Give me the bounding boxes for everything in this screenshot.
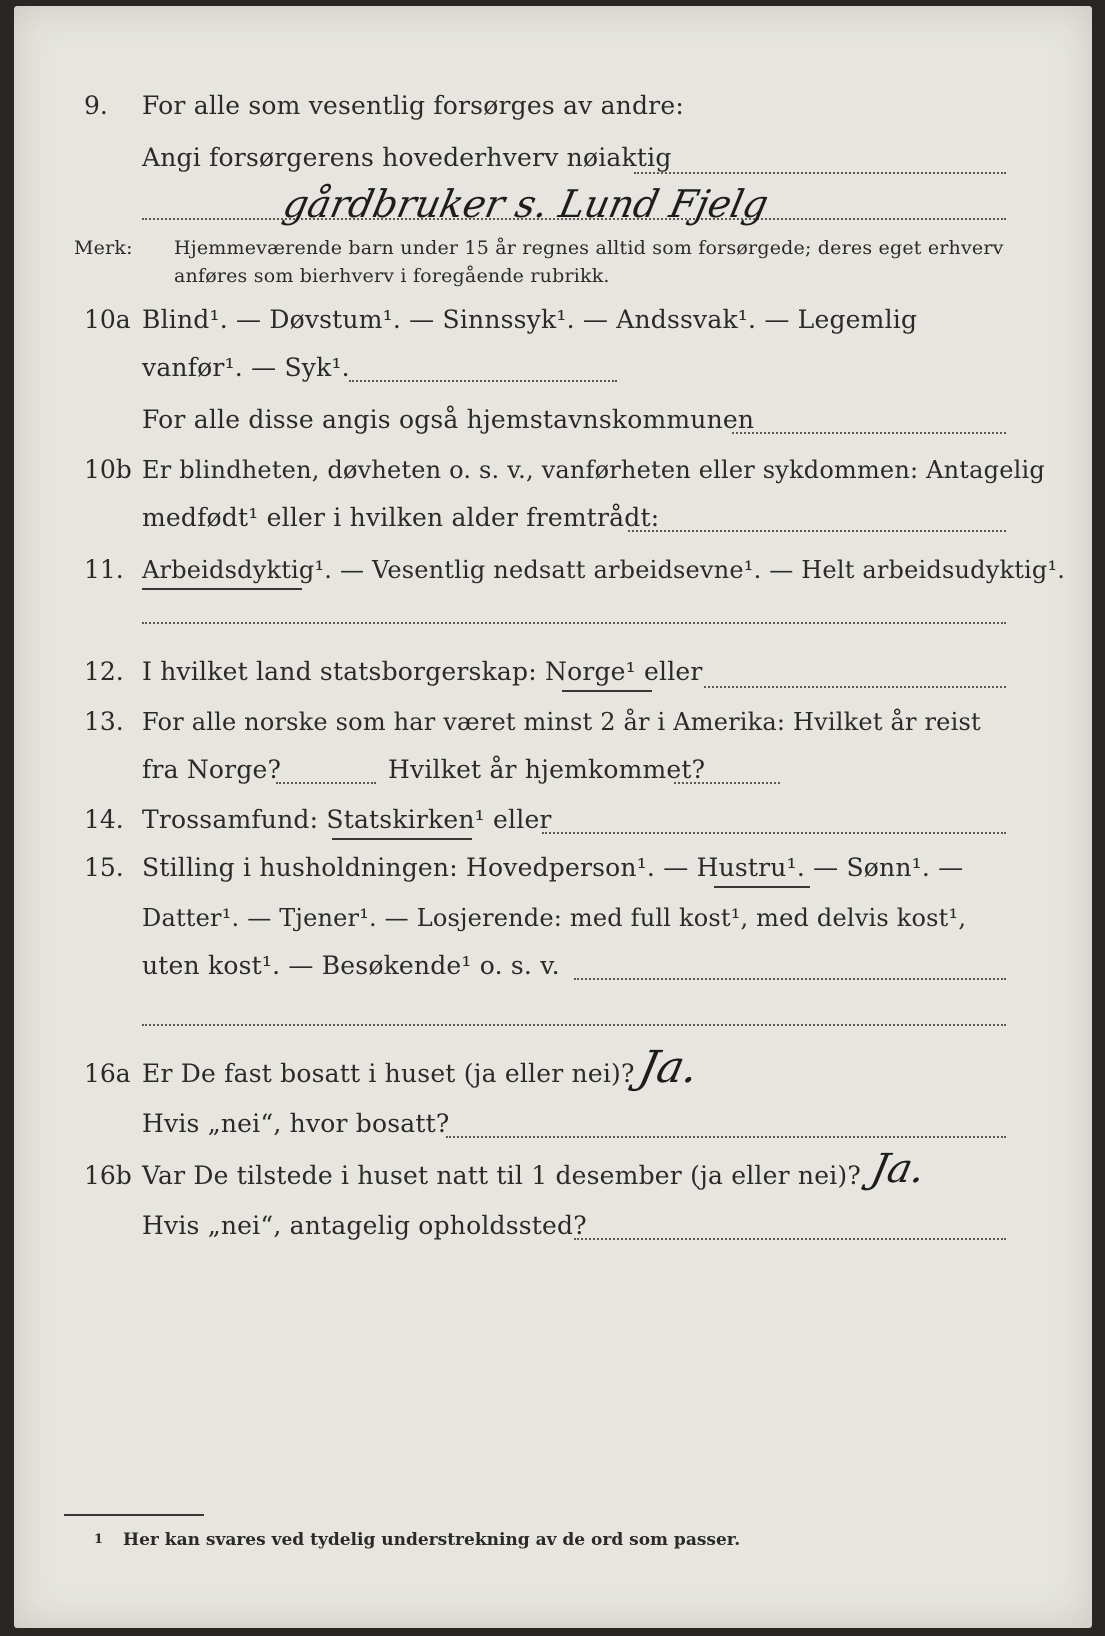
q13-line1: For alle norske som har været minst 2 år i Amerika: Hvilket år reist [142,708,981,736]
q14-line1 [142,804,552,836]
q12-line1 [142,656,703,688]
fill-line [628,530,1006,532]
q14-underlined-answer: Statskirken¹ [326,805,485,834]
q12-question: I hvilket land statsborgerskap: [142,657,545,686]
q10a-line3: For alle disse angis også hjemstavnskommunen [142,405,755,434]
fill-line [634,172,1006,174]
q13-line2b: Hvilket år hjemkommet? [388,755,706,784]
q9-handwritten-answer: gårdbruker s. Lund Fjelg [279,182,773,226]
q14-question: Trossamfund: [142,805,327,834]
q9-line2: Angi forsørgerens hovederhverv nøiaktig [142,143,672,172]
fill-line [276,782,376,784]
item-number: 12. [84,657,124,686]
q10b-line2: medfødt¹ eller i hvilken alder fremtrådt: [142,503,660,532]
q16b-line1: Var De tilstede i huset natt til 1 desember (ja eller nei)? [142,1161,861,1190]
fill-line [674,782,780,784]
item-number: 16b [84,1161,132,1190]
fill-line [142,622,1006,624]
q9-line1: For alle som vesentlig forsørges av andre: [142,91,684,120]
item-number: 13. [84,707,124,736]
handwritten-underline [332,838,472,840]
q16b-line2: Hvis „nei“, antagelig opholdssted? [142,1211,587,1240]
footnote-text: Her kan svares ved tydelig understrekning av de ord som passer. [123,1530,741,1550]
q15-question: Stilling i husholdningen: Hovedperson¹. — [142,853,697,882]
fill-line [732,432,1006,434]
item-number: 14. [84,805,124,834]
note-label: Merk: [74,237,133,259]
fill-line [574,1238,1006,1240]
handwritten-underline [142,588,302,590]
q15-line3: uten kost¹. — Besøkende¹ o. s. v. [142,951,560,980]
item-number: 9. [84,91,108,120]
note-line2: anføres som bierhverv i foregående rubrikk. [174,265,610,287]
footnote-rule [64,1514,204,1516]
footnote [94,1530,740,1550]
q11-line1 [142,554,1065,586]
item-number: 16a [84,1059,131,1088]
q15-line1 [142,852,963,884]
q12-options: Norge¹ eller [545,657,703,686]
q15-line1-rest: — Sønn¹. — [804,853,964,882]
q16a-line1: Er De fast bosatt i huset (ja eller nei)? [142,1059,635,1088]
q16a-line2: Hvis „nei“, hvor bosatt? [142,1109,450,1138]
q10a-line2: vanfør¹. — Syk¹. [142,353,350,382]
item-number: 10a [84,305,131,334]
item-number: 10b [84,455,132,484]
q15-underlined-answer: Hustru¹. [696,853,805,882]
handwritten-underline [714,886,810,888]
q14-or: eller [484,805,552,834]
fill-line [142,1024,1006,1026]
fill-line [349,380,617,382]
note-line1: Hjemmeværende barn under 15 år regnes alltid som forsørgede; deres eget erhverv [174,237,1004,259]
q10a-line1: Blind¹. — Døvstum¹. — Sinnssyk¹. — Andssvak¹. — Legemlig [142,305,918,334]
q15-line2: Datter¹. — Tjener¹. — Losjerende: med full kost¹, med delvis kost¹, [142,904,967,932]
fill-line [542,832,1006,834]
fill-line [574,978,1006,980]
q10b-line1: Er blindheten, døvheten o. s. v., vanførheten eller sykdommen: Antagelig [142,456,1045,484]
item-number: 11. [84,555,124,584]
fill-line [446,1136,1006,1138]
q16a-handwritten-answer: Ja. [634,1042,704,1093]
handwritten-underline [562,690,652,692]
footnote-mark: 1 [94,1532,104,1547]
q16b-handwritten-answer: Ja. [867,1146,930,1192]
fill-line [704,686,1006,688]
q13-line2a: fra Norge? [142,755,282,784]
item-number: 15. [84,853,124,882]
q11-line1-rest: ¹. — Vesentlig nedsatt arbeidsevne¹. — Helt arbeidsudyktig¹. [314,556,1066,584]
q11-underlined-answer: Arbeidsdyktig [142,556,315,584]
census-form-page [14,6,1092,1628]
